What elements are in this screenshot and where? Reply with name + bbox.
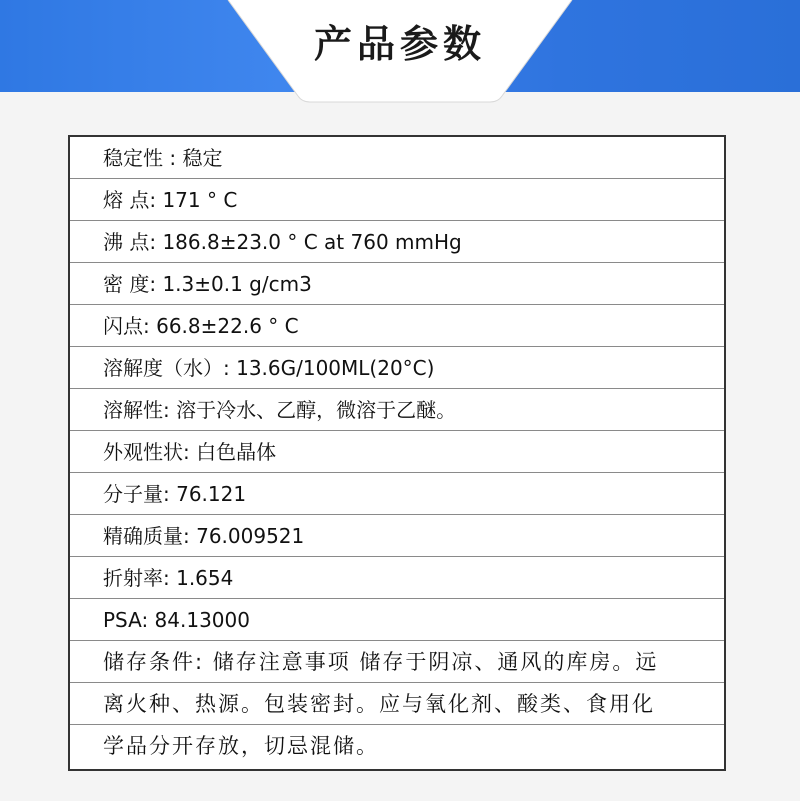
page-title: 产品参数 xyxy=(313,22,486,66)
table-row-storage-line-3: 学品分开存放，切忌混储。 xyxy=(103,734,379,758)
product-parameters-table xyxy=(68,135,726,771)
table-row-boiling-point: 沸 点: 186.8±23.0 ° C at 760 mmHg xyxy=(70,221,724,263)
table-row-refractive-index: 折射率: 1.654 xyxy=(70,557,724,599)
table-row-density: 密 度: 1.3±0.1 g/cm3 xyxy=(70,263,724,305)
table-row-exact-mass: 精确质量: 76.009521 xyxy=(70,515,724,557)
table-row-molecular-weight: 分子量: 76.121 xyxy=(70,473,724,515)
table-row-psa: PSA: 84.13000 xyxy=(70,599,724,641)
table-row-melting-point: 熔 点: 171 ° C xyxy=(70,179,724,221)
table-row-flash-point: 闪点: 66.8±22.6 ° C xyxy=(70,305,724,347)
table-row-solubility-water: 溶解度（水）: 13.6G/100ML(20°C) xyxy=(70,347,724,389)
table-row-solubility: 溶解性: 溶于冷水、乙醇，微溶于乙醚。 xyxy=(70,389,724,431)
table-row-appearance: 外观性状: 白色晶体 xyxy=(70,431,724,473)
table-row-storage-line-2: 离火种、热源。包装密封。应与氧化剂、酸类、食用化 xyxy=(70,683,724,725)
table-row-stability: 稳定性 : 稳定 xyxy=(70,137,724,179)
table-row-storage-line-1: 储存条件: 储存注意事项 储存于阴凉、通风的库房。远 xyxy=(70,641,724,683)
